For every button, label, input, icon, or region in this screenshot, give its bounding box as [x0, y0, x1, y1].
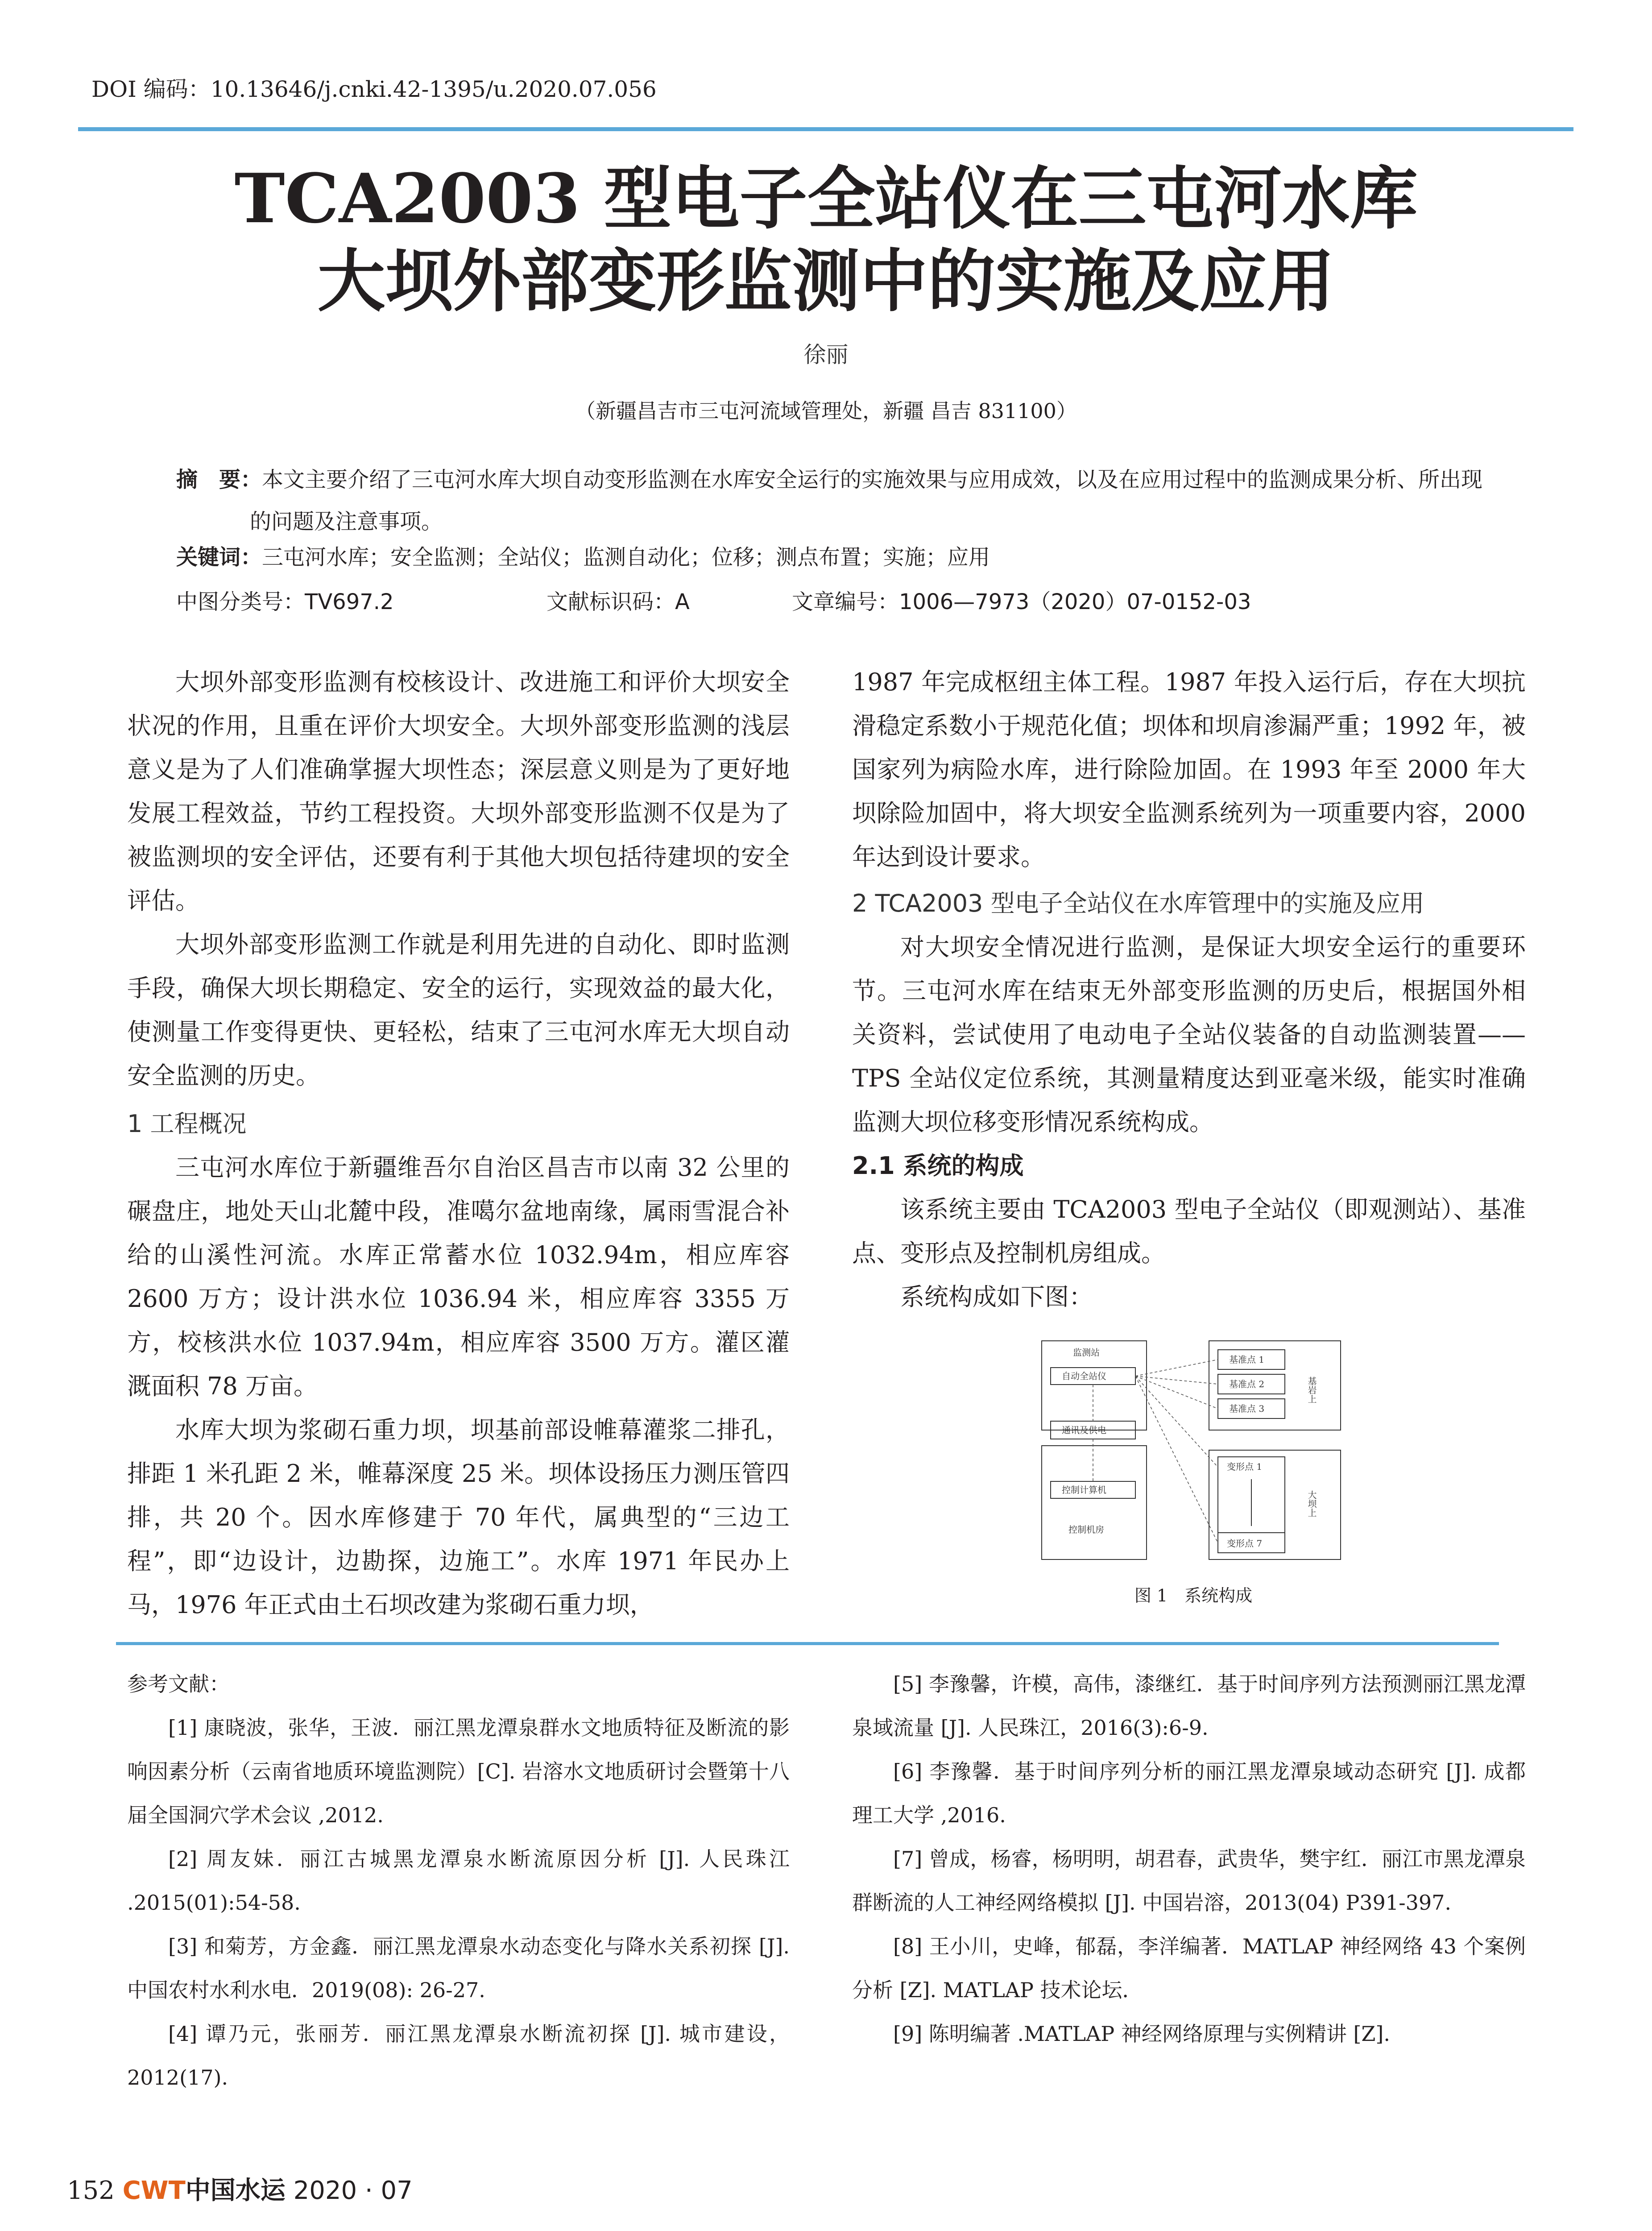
paragraph: 大坝外部变形监测工作就是利用先进的自动化、即时监测手段，确保大坝长期稳定、安全的运行，实现效益的最大化，使测量工作变得更快、更轻松，结束了三屯河水库无大坝自动安全监测的历史。 — [127, 930, 790, 1090]
figure-caption: 图 1 系统构成 — [1134, 1586, 1253, 1605]
reference-item: [1] 康晓波，张华，王波．丽江黑龙潭泉群水文地质特征及断流的影响因素分析（云南省地质环境监测院）[C]. 岩溶水文地质研讨会暨第十八届全国洞穴学术会议 ,2012. — [127, 1716, 790, 1827]
comm-label: 通讯及供电 — [1062, 1425, 1106, 1435]
station-label: 监测站 — [1073, 1347, 1100, 1358]
reference-item: [4] 谭乃元，张丽芳．丽江黑龙潭泉水断流初探 [J]. 城市建设，2012(17). — [127, 2022, 790, 2090]
keywords-text: 三屯河水库；安全监测；全站仪；监测自动化；位移；测点布置；实施；应用 — [262, 545, 990, 570]
references-left-column — [127, 1662, 790, 2099]
keywords — [176, 540, 990, 571]
deform-point-7-label: 变形点 7 — [1227, 1538, 1263, 1549]
article-title-line2: 大坝外部变形监测中的实施及应用 — [317, 241, 1335, 321]
reference-item: [6] 李豫馨．基于时间序列分析的丽江黑龙潭泉域动态研究 [J]. 成都理工大学 ,2016. — [852, 1759, 1526, 1827]
abstract-text: 本文主要介绍了三屯河水库大坝自动变形监测在水库安全运行的实施效果与应用成效，以及在应用过程中的监测成果分析、所出现的问题及注意事项。 — [250, 467, 1483, 534]
base-area-label: 基岩上 — [1306, 1377, 1317, 1403]
paragraph: 大坝外部变形监测有校核设计、改进施工和评价大坝安全状况的作用，且重在评价大坝安全。大坝外部变形监测的浅层意义是为了人们准确掌握大坝性态；深层意义则是为了更好地发展工程效益，节约工程投资。大坝外部变形监测不仅是为了被监测坝的安全评估，还要有利于其他大坝包括待建坝的安全评估。 — [127, 668, 790, 915]
reference-item: [7] 曾成，杨睿，杨明明，胡君春，武贵华，樊宇红．丽江市黑龙潭泉群断流的人工神经网络模拟 [J]. 中国岩溶，2013(04) P391-397. — [852, 1847, 1526, 1915]
machine-room-box — [1042, 1446, 1147, 1559]
section-heading: 1 工程概况 — [127, 1110, 247, 1138]
article-title-line1: TCA2003 型电子全站仪在三屯河水库 — [234, 158, 1418, 238]
reference-item: [3] 和菊芳，方金鑫．丽江黑龙潭泉水动态变化与降水关系初探 [J]. 中国农村水利水电．2019(08): 26-27. — [127, 1934, 790, 2002]
references-right-column — [852, 1662, 1526, 2056]
total-station-label: 自动全站仪 — [1062, 1371, 1106, 1381]
header-divider — [78, 127, 1573, 131]
page-number: 152 — [67, 2176, 115, 2205]
base-point-1-label: 基准点 1 — [1229, 1354, 1265, 1365]
base-point-2-label: 基准点 2 — [1229, 1379, 1265, 1389]
issue-date: 2020 · 07 — [293, 2176, 413, 2205]
computer-label: 控制计算机 — [1062, 1485, 1106, 1495]
paragraph: 三屯河水库位于新疆维吾尔自治区昌吉市以南 32 公里的碾盘庄，地处天山北麓中段，准噶尔盆地南缘，属雨雪混合补给的山溪性河流。水库正常蓄水位 1032.94m，相应库容 2600 万方；设计洪水位 1036.94 米，相应库容 3355 万方，校核洪水位 1037.94m，相应库容 3500 万方。灌区灌溉面积 78 万亩。 — [127, 1153, 790, 1400]
abstract-label: 摘 要： — [176, 467, 262, 492]
journal-logo: CWT — [122, 2176, 186, 2205]
base-point-3-label: 基准点 3 — [1229, 1403, 1265, 1414]
paragraph: 系统构成如下图： — [900, 1283, 1093, 1311]
machine-room-label: 控制机房 — [1068, 1524, 1104, 1535]
body-right-column — [852, 660, 1526, 1319]
reference-item: [8] 王小川，史峰，郁磊，李洋编著．MATLAP 神经网络 43 个案例分析 [Z]. MATLAP 技术论坛． — [852, 1934, 1526, 2002]
keywords-label: 关键词： — [176, 545, 262, 570]
author: 徐丽 — [803, 342, 849, 368]
references-heading: 参考文献： — [127, 1672, 230, 1696]
journal-name: 中国水运 — [185, 2176, 286, 2205]
affiliation: （新疆昌吉市三屯河流域管理处，新疆 昌吉 831100） — [575, 399, 1077, 423]
paragraph: 水库大坝为浆砌石重力坝，坝基前部设帷幕灌浆二排孔，排距 1 米孔距 2 米，帷幕深度 25 米。坝体设扬压力测压管四排，共 20 个。因水库修建于 70 年代，属典型的“三边工程”，即“边设计，边勘探，边施工”。水库 1971 年民办上马，1976 年正式由土石坝改建为浆砌石重力坝， — [127, 1416, 790, 1619]
abstract — [176, 459, 1483, 543]
deform-point-1-label: 变形点 1 — [1227, 1461, 1263, 1472]
paragraph: 该系统主要由 TCA2003 型电子全站仪（即观测站）、基准点、变形点及控制机房组成。 — [852, 1195, 1526, 1267]
paragraph: 对大坝安全情况进行监测，是保证大坝安全运行的重要环节。三屯河水库在结束无外部变形监测的历史后，根据国外相关资料，尝试使用了电动电子全站仪装备的自动监测装置——TPS 全站仪定位系统，其测量精度达到亚毫米级，能实时准确监测大坝位移变形情况系统构成。 — [852, 933, 1526, 1136]
clc-number: 中图分类号：TV697.2 — [176, 589, 394, 614]
paragraph: 1987 年完成枢纽主体工程。1987 年投入运行后，存在大坝抗滑稳定系数小于规范化值；坝体和坝肩渗漏严重；1992 年，被国家列为病险水库，进行除险加固。在 1993 年至 2000 年大坝除险加固中，将大坝安全监测系统列为一项重要内容，2000 年达到设计要求。 — [852, 668, 1526, 871]
page-footer — [67, 2171, 413, 2206]
system-diagram — [1037, 1334, 1345, 1562]
reference-item: [2] 周友妹．丽江古城黑龙潭泉水断流原因分析 [J]. 人民珠江 .2015(01):54-58. — [127, 1847, 790, 1915]
article-number: 文章编号：1006—7973（2020）07-0152-03 — [792, 589, 1251, 614]
reference-item: [5] 李豫馨，许模，高伟，漆继红．基于时间序列方法预测丽江黑龙潭泉域流量 [J]. 人民珠江，2016(3):6-9. — [852, 1672, 1526, 1740]
section-heading: 2 TCA2003 型电子全站仪在水库管理中的实施及应用 — [852, 889, 1424, 917]
subsection-heading: 2.1 系统的构成 — [852, 1152, 1024, 1180]
doi-code: DOI 编码：10.13646/j.cnki.42-1395/u.2020.07.056 — [91, 76, 657, 102]
document-code: 文献标识码：A — [547, 589, 690, 614]
references-divider — [116, 1642, 1499, 1645]
reference-item: [9] 陈明编著 .MATLAP 神经网络原理与实例精讲 [Z]. — [893, 2022, 1390, 2046]
body-left-column — [127, 660, 790, 1627]
dam-area-label: 大坝上 — [1306, 1490, 1317, 1517]
